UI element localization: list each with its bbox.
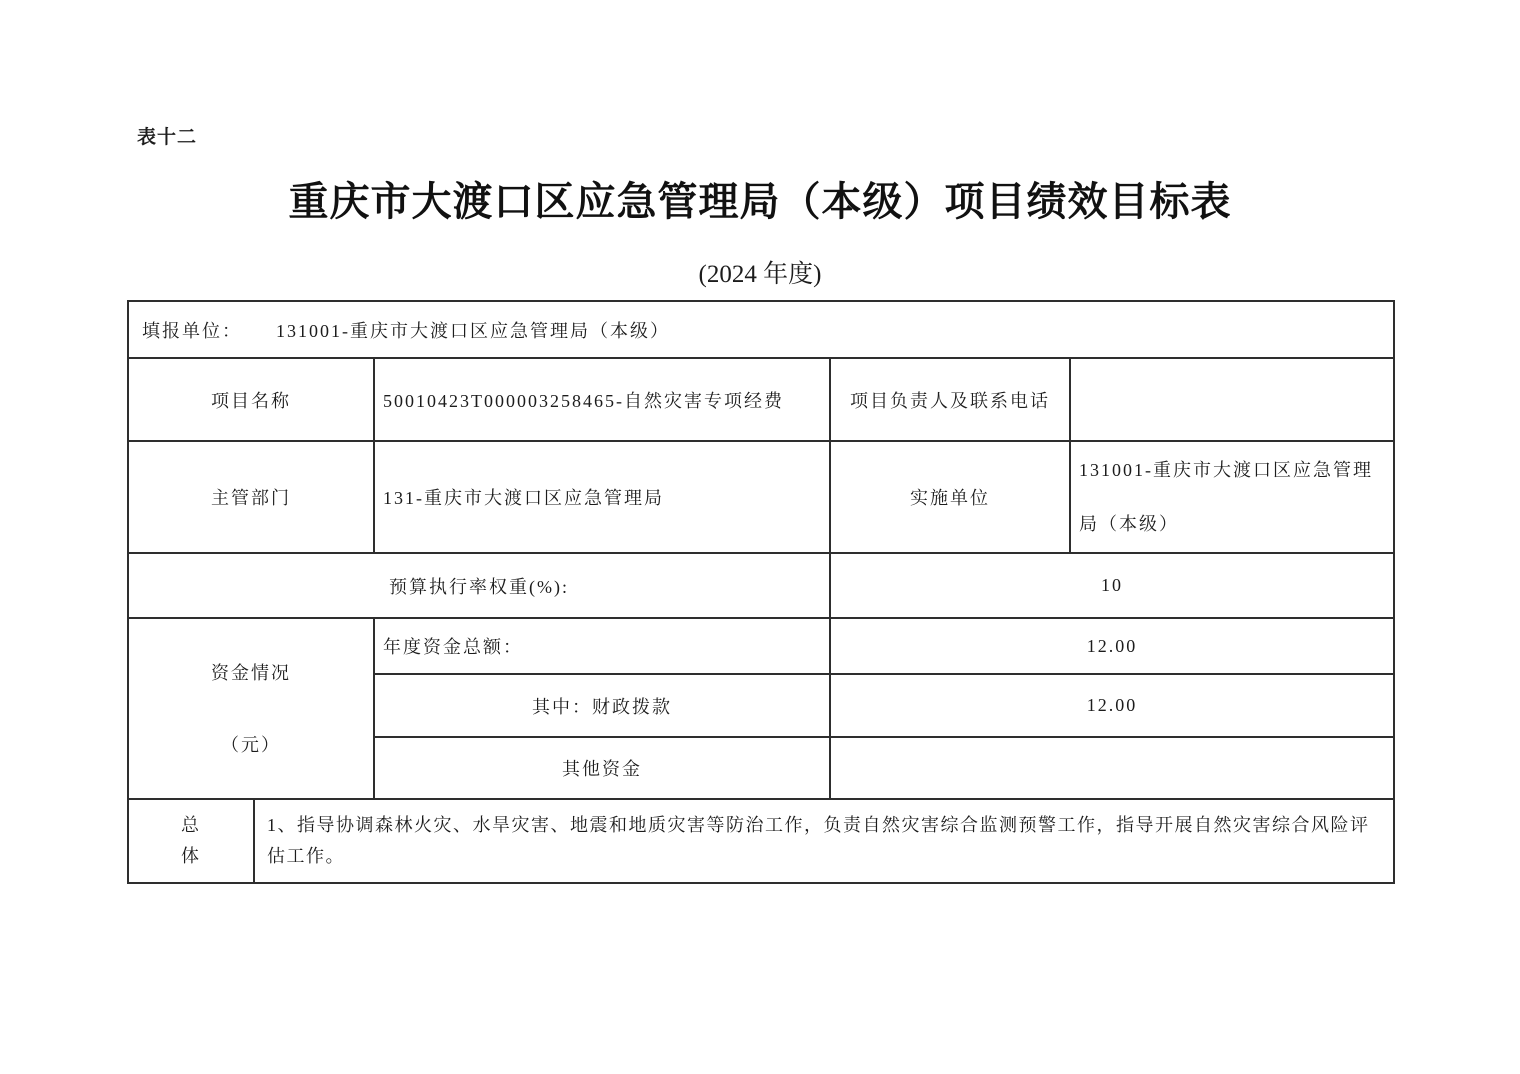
row-overall-goal	[128, 799, 1394, 883]
overall-label-line2: 体	[181, 846, 201, 866]
impl-unit-label-cell: 实施单位	[830, 441, 1070, 553]
funds-label-line2: （元）	[221, 734, 281, 755]
other-funds-value-cell	[830, 737, 1394, 799]
project-leader-value-cell	[1070, 358, 1394, 441]
row-annual-total	[128, 618, 1394, 674]
funds-label-cell	[128, 618, 374, 799]
other-funds-label-cell: 其他资金	[374, 737, 830, 799]
row-project-name	[128, 358, 1394, 441]
performance-target-table	[127, 300, 1395, 884]
funds-label-line1: 资金情况	[211, 662, 291, 683]
budget-rate-value-cell: 10	[830, 553, 1394, 618]
table-number-tag: 表十二	[137, 126, 198, 148]
impl-unit-value-cell: 131001-重庆市大渡口区应急管理局（本级）	[1070, 441, 1394, 553]
project-leader-label-cell: 项目负责人及联系电话	[830, 358, 1070, 441]
dept-label-cell: 主管部门	[128, 441, 374, 553]
row-dept	[128, 441, 1394, 553]
dept-value-cell: 131-重庆市大渡口区应急管理局	[374, 441, 830, 553]
page-subtitle-year: (2024 年度)	[698, 261, 822, 288]
overall-label-line1: 总	[181, 815, 201, 835]
page-title: 重庆市大渡口区应急管理局（本级）项目绩效目标表	[288, 179, 1232, 224]
fiscal-label-cell: 其中：财政拨款	[374, 674, 830, 737]
filling-unit-value: 131001-重庆市大渡口区应急管理局（本级）	[276, 320, 670, 341]
fiscal-value-cell: 12.00	[830, 674, 1394, 737]
annual-total-value-cell: 12.00	[830, 618, 1394, 674]
budget-rate-label-cell: 预算执行率权重(%):	[128, 553, 830, 618]
overall-text-cell: 1、指导协调森林火灾、水旱灾害、地震和地质灾害等防治工作，负责自然灾害综合监测预警工作，指导开展自然灾害综合风险评估工作。	[254, 799, 1394, 883]
filling-unit-label: 填报单位：	[142, 320, 242, 341]
row-budget-rate	[128, 553, 1394, 618]
project-name-label-cell: 项目名称	[128, 358, 374, 441]
filling-unit-cell	[128, 301, 1394, 358]
project-name-value-cell: 50010423T000003258465-自然灾害专项经费	[374, 358, 830, 441]
row-filling-unit	[128, 301, 1394, 358]
annual-total-label-cell: 年度资金总额：	[374, 618, 830, 674]
overall-label-cell	[128, 799, 254, 883]
